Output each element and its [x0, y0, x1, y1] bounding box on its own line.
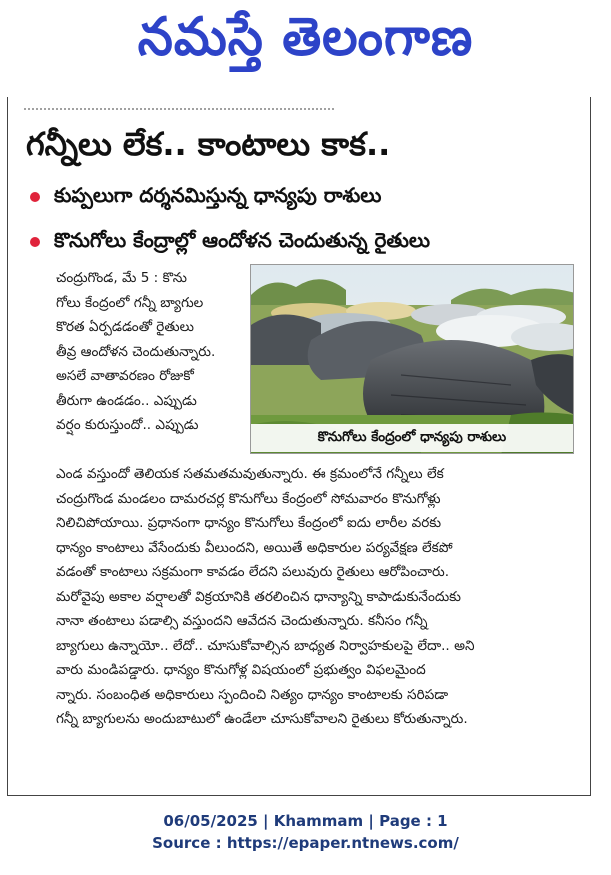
subhead-1: [30, 182, 381, 212]
bullet-icon: [30, 237, 40, 247]
edition-info: 06/05/2025 | Khammam | Page : 1: [163, 812, 448, 830]
article-body-column: [56, 266, 246, 438]
subhead-text: కొనుగోలు కేంద్రాల్లో ఆందోళన చెందుతున్న రైతులు: [54, 227, 430, 252]
body-line: చంద్రుగొండ, మే 5 : కొను: [56, 270, 187, 286]
body-line: గన్నీ బ్యాగులను అందుబాటులో ఉండేలా చూసుకోవాలని రైతులు కోరుతున్నారు.: [56, 711, 468, 727]
body-line: తీరుగా ఉండడం.. ఎప్పుడు: [56, 392, 197, 409]
body-line: న్నారు. సంబంధిత అధికారులు స్పందించి నిత్యం ధాన్యం కాంటాలకు సరిపడా: [56, 686, 449, 703]
masthead: [0, 0, 611, 86]
subhead-2: [30, 227, 430, 257]
body-line: తీవ్ర ఆందోళన చెందుతున్నారు.: [56, 343, 216, 360]
photo-caption: కొనుగోలు కేంద్రంలో ధాన్యపు రాశులు: [251, 424, 573, 452]
body-line: వారు మండిపడ్డారు. ధాన్యం కొనుగోళ్ల విషయంలో ప్రభుత్వం విఫలమైంద: [56, 662, 426, 678]
body-line: బ్యాగులు ఉన్నాయో.. లేదో.. చూసుకోవాల్సిన బాధ్యత నిర్వాహకులపై లేదా.. అని: [56, 637, 475, 654]
body-line: మరోవైపు అకాల వర్షాలతో విక్రయానికి తరలించిన ధాన్యాన్ని కాపాడుకునేందుకు: [56, 588, 461, 605]
subhead-text: కుప్పలుగా దర్శనమిస్తున్న ధాన్యపు రాశులు: [54, 182, 382, 207]
article-headline: గన్నీలు లేక.. కాంటాలు కాక..: [26, 125, 391, 163]
page-footer: [0, 810, 611, 854]
body-line: గోలు కేంద్రంలో గన్నీ బ్యాగుల: [56, 294, 204, 311]
body-line: నిలిచిపోయాయి. ప్రధానంగా ధాన్యం కొనుగోలు కేంద్రంలో ఐదు లారీల వరకు: [56, 515, 442, 531]
body-line: చంద్రుగొండ మండలం దామరచర్ల కొనుగోలు కేంద్రంలో సోమవారం కొనుగోళ్లు: [56, 490, 441, 507]
body-line: ధాన్యం కాంటాలు వేసేందుకు వీలుందని, అయితే అధికారుల పర్యవేక్షణ లేకపో: [56, 539, 453, 556]
body-line: నానా తంటాలు పడాల్సి వస్తుందని ఆవేదన చెందుతున్నారు. కనీసం గన్నీ: [56, 613, 428, 629]
newspaper-logo: నమస్తే తెలంగాణ: [137, 5, 474, 67]
bullet-icon: [30, 192, 40, 202]
body-line: అసలే వాతావరణం రోజుకో: [56, 368, 194, 384]
body-line: వర్షం కురుస్తుందో.. ఎప్పుడు: [56, 417, 199, 433]
source-link[interactable]: Source : https://epaper.ntnews.com/: [152, 834, 459, 852]
body-line: కొరత ఏర్పడడంతో రైతులు: [56, 319, 194, 335]
body-line: వడంతో కాంటాలు సక్రమంగా కావడం లేదని పలువురు రైతులు ఆరోపించారు.: [56, 564, 450, 580]
article-body-full: [56, 462, 581, 732]
body-line: ఎండ వస్తుందో తెలియక సతమతమవుతున్నారు. ఈ క్రమంలోనే గన్నీలు లేక: [56, 466, 444, 482]
